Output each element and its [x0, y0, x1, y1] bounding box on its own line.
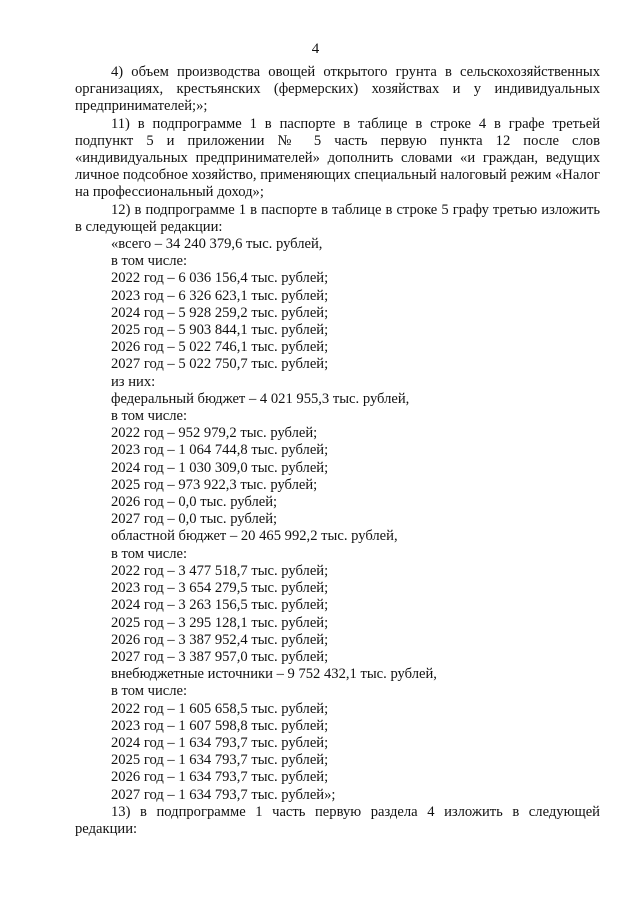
funding-line: 2024 год – 1 634 793,7 тыс. рублей;: [111, 734, 329, 751]
funding-line: федеральный бюджет – 4 021 955,3 тыс. рублей,: [111, 390, 410, 407]
funding-line: 2027 год – 0,0 тыс. рублей;: [111, 511, 278, 528]
funding-line: 2022 год – 952 979,2 тыс. рублей;: [111, 425, 318, 442]
funding-line: 2025 год – 1 634 793,7 тыс. рублей;: [111, 752, 329, 769]
funding-line: в том числе:: [111, 545, 188, 562]
funding-line: 2026 год – 3 387 952,4 тыс. рублей;: [111, 631, 329, 648]
funding-line: 2025 год – 5 903 844,1 тыс. рублей;: [111, 322, 329, 339]
funding-line: 2024 год – 3 263 156,5 тыс. рублей;: [111, 597, 329, 614]
funding-line: 2027 год – 1 634 793,7 тыс. рублей»;: [111, 786, 336, 803]
funding-line: 2025 год – 973 922,3 тыс. рублей;: [111, 476, 318, 493]
funding-line: из них:: [111, 373, 156, 390]
funding-line: 2026 год – 5 022 746,1 тыс. рублей;: [111, 339, 329, 356]
document-body: [75, 64, 600, 838]
funding-line: «всего – 34 240 379,6 тыс. рублей,: [111, 236, 323, 253]
paragraph-item-11: 11) в подпрограмме 1 в паспорте в таблице в строке 4 в графе третьей подпункт 5 и приложении № 5 часть первую пункта 12 после слов «индивидуальных предпринимателей» дополнить словами «и граждан, ведущих личное подсобное хозяйство, применяющих специальный налоговый режим «Налог на профессиональный доход»;: [75, 115, 600, 201]
funding-line: 2025 год – 3 295 128,1 тыс. рублей;: [111, 614, 329, 631]
paragraph-item-12: 12) в подпрограмме 1 в паспорте в таблице в строке 5 графу третью изложить в следующей редакции:: [75, 201, 600, 235]
funding-line: в том числе:: [111, 408, 188, 425]
funding-line: 2023 год – 1 064 744,8 тыс. рублей;: [111, 442, 329, 459]
funding-line: 2027 год – 5 022 750,7 тыс. рублей;: [111, 356, 329, 373]
funding-list: [75, 236, 600, 804]
funding-line: 2024 год – 1 030 309,0 тыс. рублей;: [111, 459, 329, 476]
funding-line: 2024 год – 5 928 259,2 тыс. рублей;: [111, 304, 329, 321]
funding-line: областной бюджет – 20 465 992,2 тыс. рублей,: [111, 528, 398, 545]
funding-line: 2022 год – 6 036 156,4 тыс. рублей;: [111, 270, 329, 287]
funding-line: внебюджетные источники – 9 752 432,1 тыс. рублей,: [111, 666, 437, 683]
paragraph-item-4: 4) объем производства овощей открытого грунта в сельскохозяйственных организациях, крестьянских (фермерских) хозяйствах и у индивидуальных предпринимателей;»;: [75, 64, 600, 115]
funding-line: 2023 год – 6 326 623,1 тыс. рублей;: [111, 287, 329, 304]
paragraph-item-13: 13) в подпрограмме 1 часть первую раздела 4 изложить в следующей редакции:: [75, 803, 600, 837]
funding-line: 2023 год – 3 654 279,5 тыс. рублей;: [111, 580, 329, 597]
funding-line: 2027 год – 3 387 957,0 тыс. рублей;: [111, 648, 329, 665]
funding-line: 2023 год – 1 607 598,8 тыс. рублей;: [111, 717, 329, 734]
funding-line: 2022 год – 3 477 518,7 тыс. рублей;: [111, 562, 329, 579]
page-number: 4: [311, 41, 320, 57]
funding-line: 2022 год – 1 605 658,5 тыс. рублей;: [111, 700, 329, 717]
funding-line: в том числе:: [111, 683, 188, 700]
funding-line: 2026 год – 0,0 тыс. рублей;: [111, 494, 278, 511]
funding-line: в том числе:: [111, 253, 188, 270]
funding-line: 2026 год – 1 634 793,7 тыс. рублей;: [111, 769, 329, 786]
